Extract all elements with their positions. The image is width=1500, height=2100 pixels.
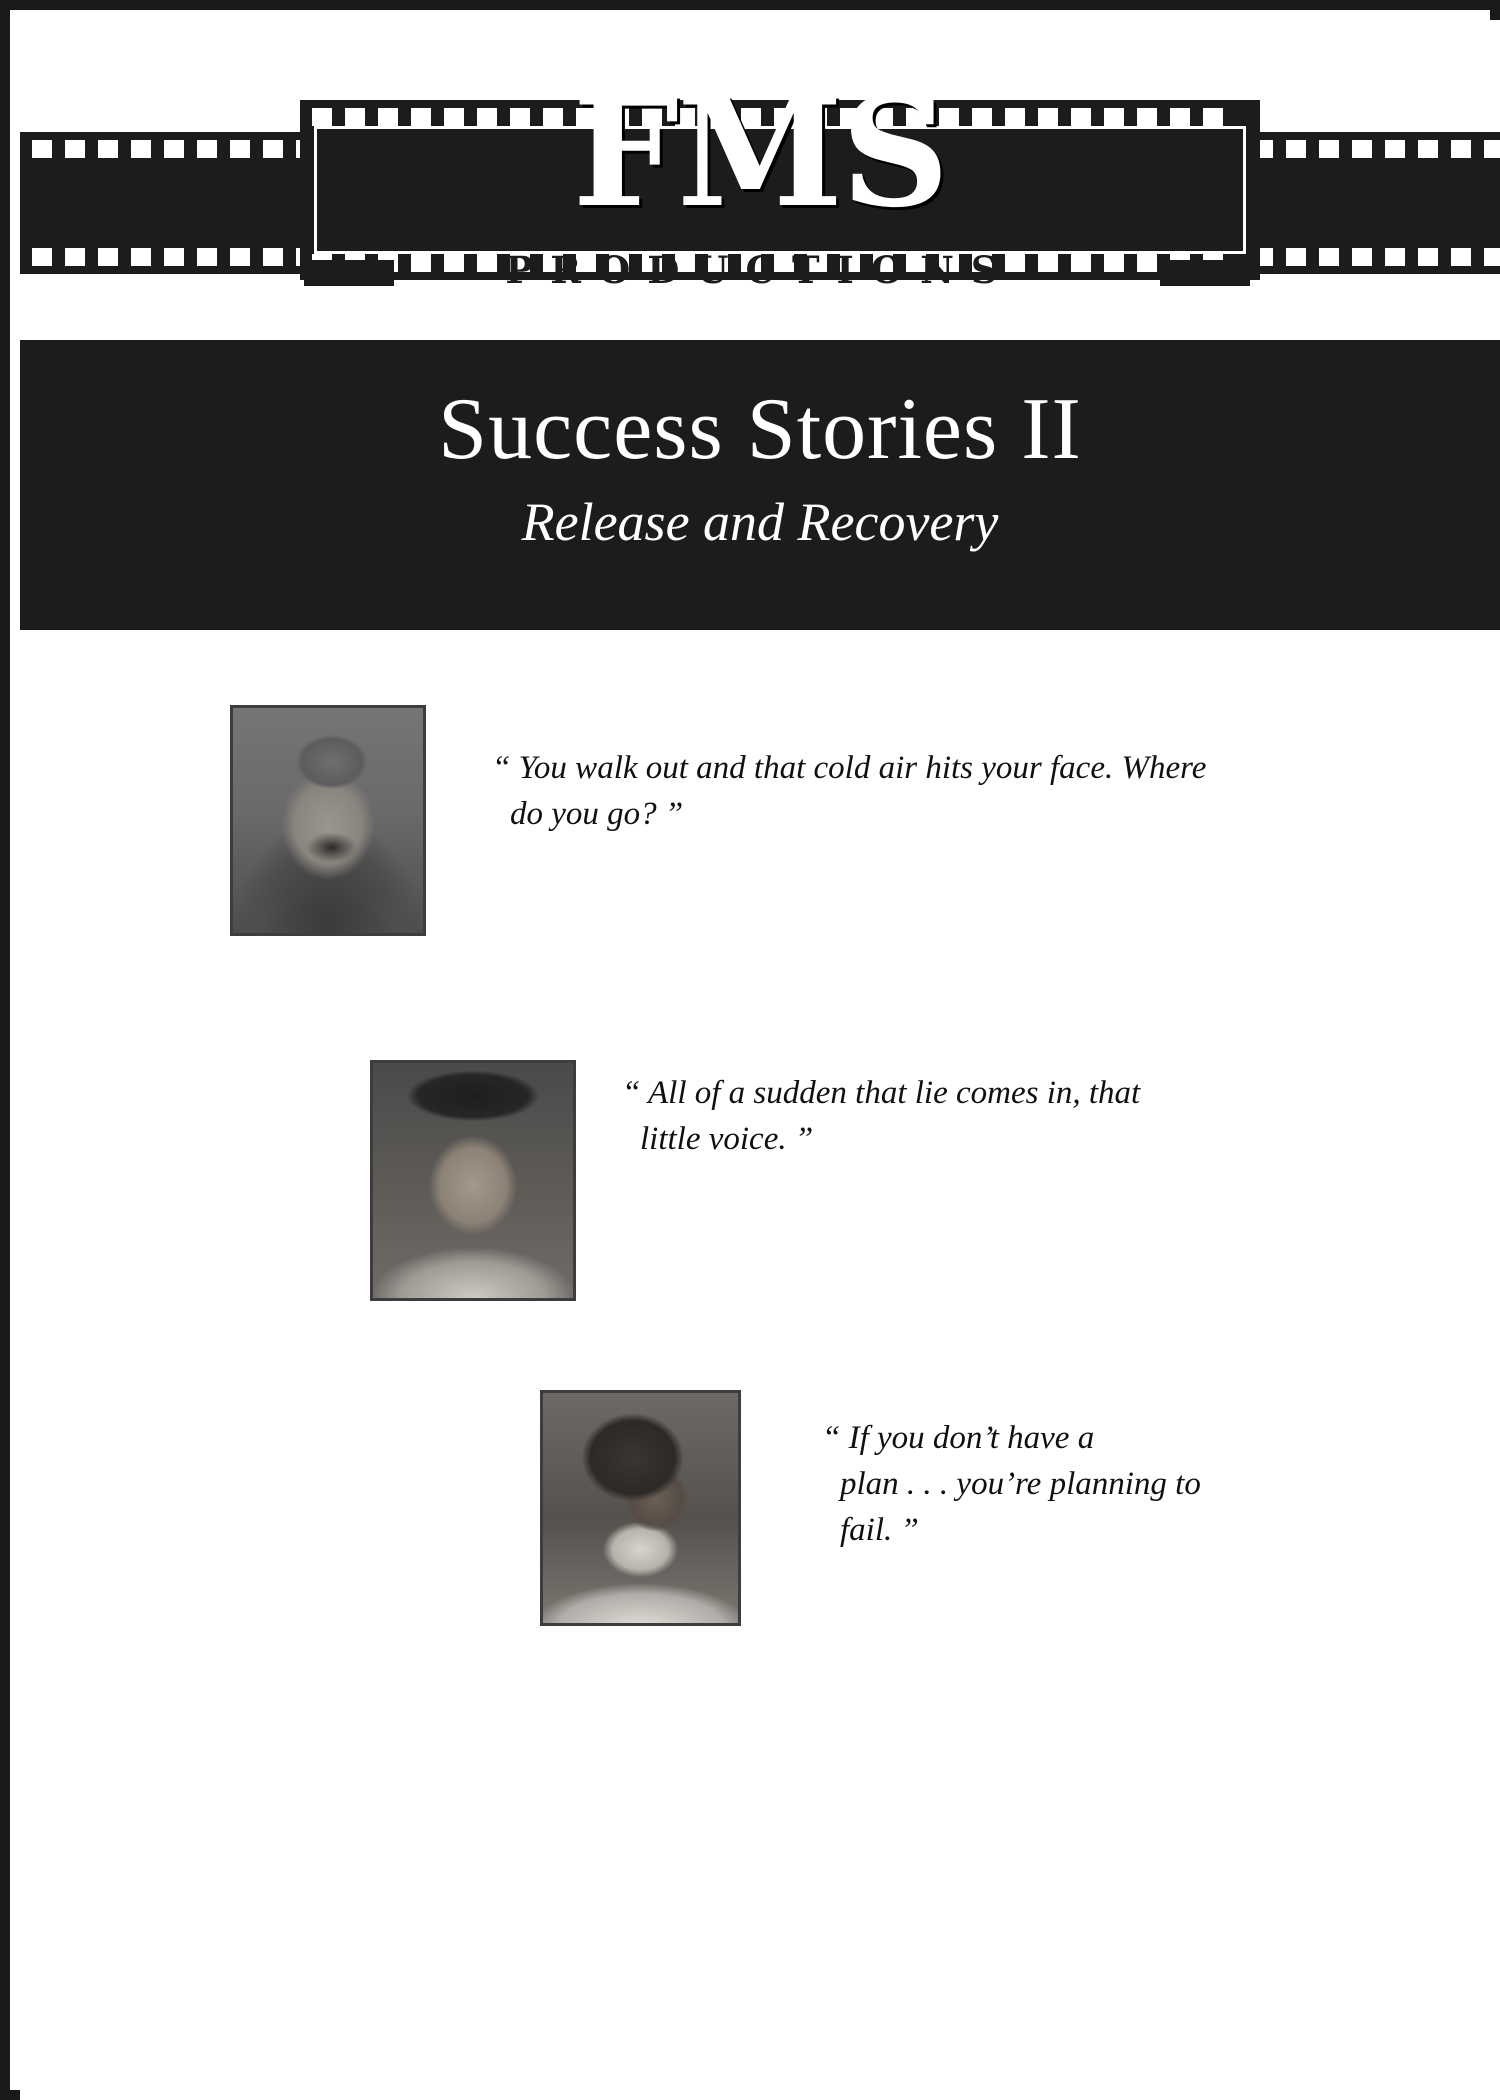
fms-logo-text: FMS [572,65,948,241]
portrait-photo-3 [540,1390,741,1626]
page-subtitle: Release and Recovery [521,492,999,552]
quote-3-line-2: plan . . . you’re planning to [840,1466,1201,1502]
page-title: Success Stories II [438,381,1082,478]
quote-2-line-1: “ All of a sudden that lie comes in, that [622,1075,1141,1111]
quote-1-line-1: “ You walk out and that cold air hits your face. Where [492,750,1207,786]
quote-3 [822,1415,1400,1553]
filmstrip-header [20,20,1500,340]
portrait-image-2 [373,1063,573,1298]
testimonials-section [20,630,1500,2100]
quote-3-line-1: “ If you don’t have a [822,1420,1095,1456]
portrait-photo-2 [370,1060,576,1301]
fms-logo-subtitle: PRODUCTIONS [505,248,1015,292]
portrait-image-1 [233,708,423,933]
quote-2-line-2: little voice. ” [640,1121,814,1157]
quote-1 [492,745,1410,837]
portrait-photo-1 [230,705,426,936]
quote-1-line-2: do you go? ” [510,796,684,832]
quote-2 [622,1070,1400,1162]
title-band [20,340,1500,630]
portrait-image-3 [543,1393,738,1623]
quote-3-line-3: fail. ” [840,1512,919,1548]
